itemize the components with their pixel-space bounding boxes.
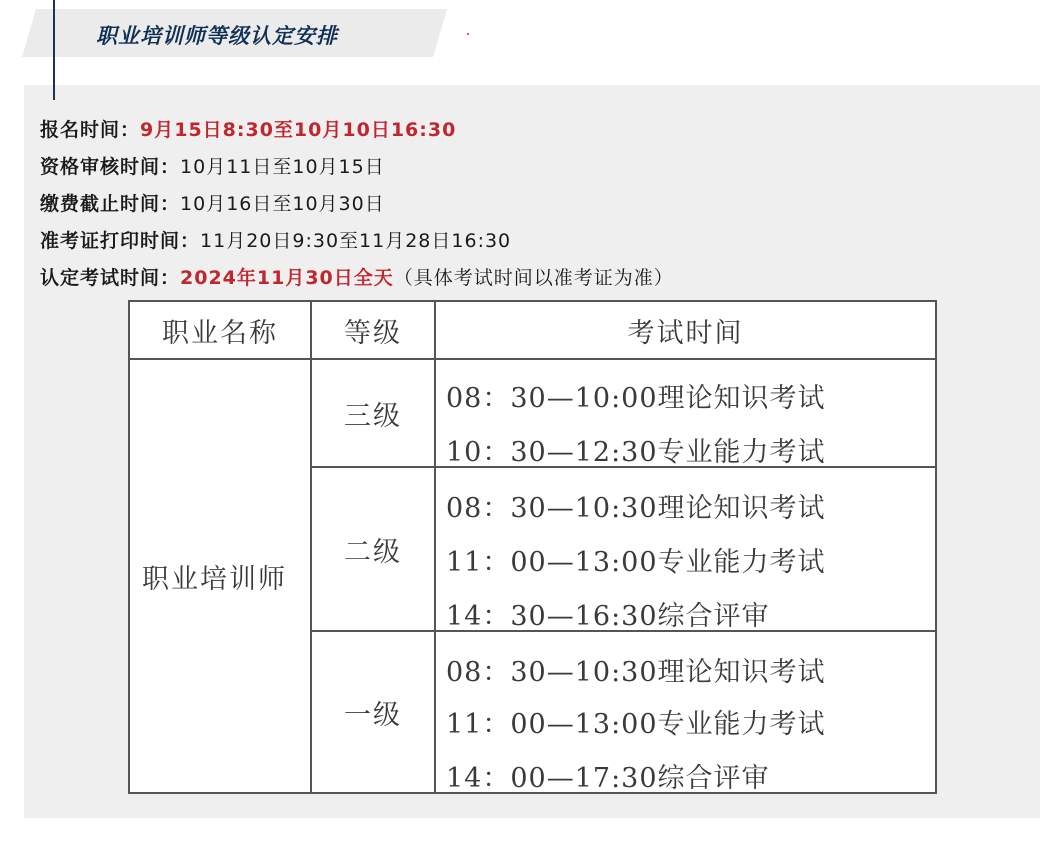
info-label: 缴费截止时间： <box>40 193 181 215</box>
page-title: 职业培训师等级认定安排 <box>96 24 338 48</box>
exam-schedule-table <box>128 300 937 794</box>
level-cell-2: 二级 <box>344 536 402 568</box>
info-value: 11月20日9:30至11月28日16:30 <box>200 230 512 252</box>
info-line-qualification-review <box>40 152 674 189</box>
accent-line <box>53 0 55 100</box>
session-text: 11：00—13:00专业能力考试 <box>446 547 826 578</box>
info-label: 认定考试时间： <box>40 267 181 289</box>
info-label: 报名时间： <box>40 119 141 141</box>
header-level: 等级 <box>344 317 402 349</box>
session-text: 08：30—10:30理论知识考试 <box>446 657 826 688</box>
info-line-exam-date <box>40 263 674 300</box>
session-text: 08：30—10:30理论知识考试 <box>446 493 826 524</box>
info-value: 9月15日8:30至10月10日16:30 <box>140 119 457 141</box>
info-label: 资格审核时间： <box>40 156 181 178</box>
occupation-cell: 职业培训师 <box>142 563 287 595</box>
session-text: 14：30—16:30综合评审 <box>446 601 770 632</box>
level-cell-3: 三级 <box>344 400 402 432</box>
info-line-admission-ticket <box>40 226 674 263</box>
info-value: 10月11日至10月15日 <box>180 156 385 178</box>
header-occupation: 职业名称 <box>162 317 278 349</box>
info-line-payment-deadline <box>40 189 674 226</box>
info-line-registration <box>40 115 674 152</box>
session-text: 11：00—13:00专业能力考试 <box>446 709 826 740</box>
session-text: 14：00—17:30综合评审 <box>446 763 770 794</box>
decorative-dot <box>467 33 469 35</box>
info-value: 2024年11月30日全天 <box>180 267 394 289</box>
info-label: 准考证打印时间： <box>40 230 201 252</box>
level-cell-1: 一级 <box>344 699 402 731</box>
info-value: 10月16日至10月30日 <box>180 193 385 215</box>
schedule-info <box>40 115 674 300</box>
column-divider <box>434 302 436 792</box>
header-exam-time: 考试时间 <box>627 317 744 349</box>
session-text: 08：30—10:00理论知识考试 <box>446 383 826 414</box>
info-note: （具体考试时间以准考证为准） <box>393 267 674 289</box>
session-text: 10：30—12:30专业能力考试 <box>446 437 826 468</box>
